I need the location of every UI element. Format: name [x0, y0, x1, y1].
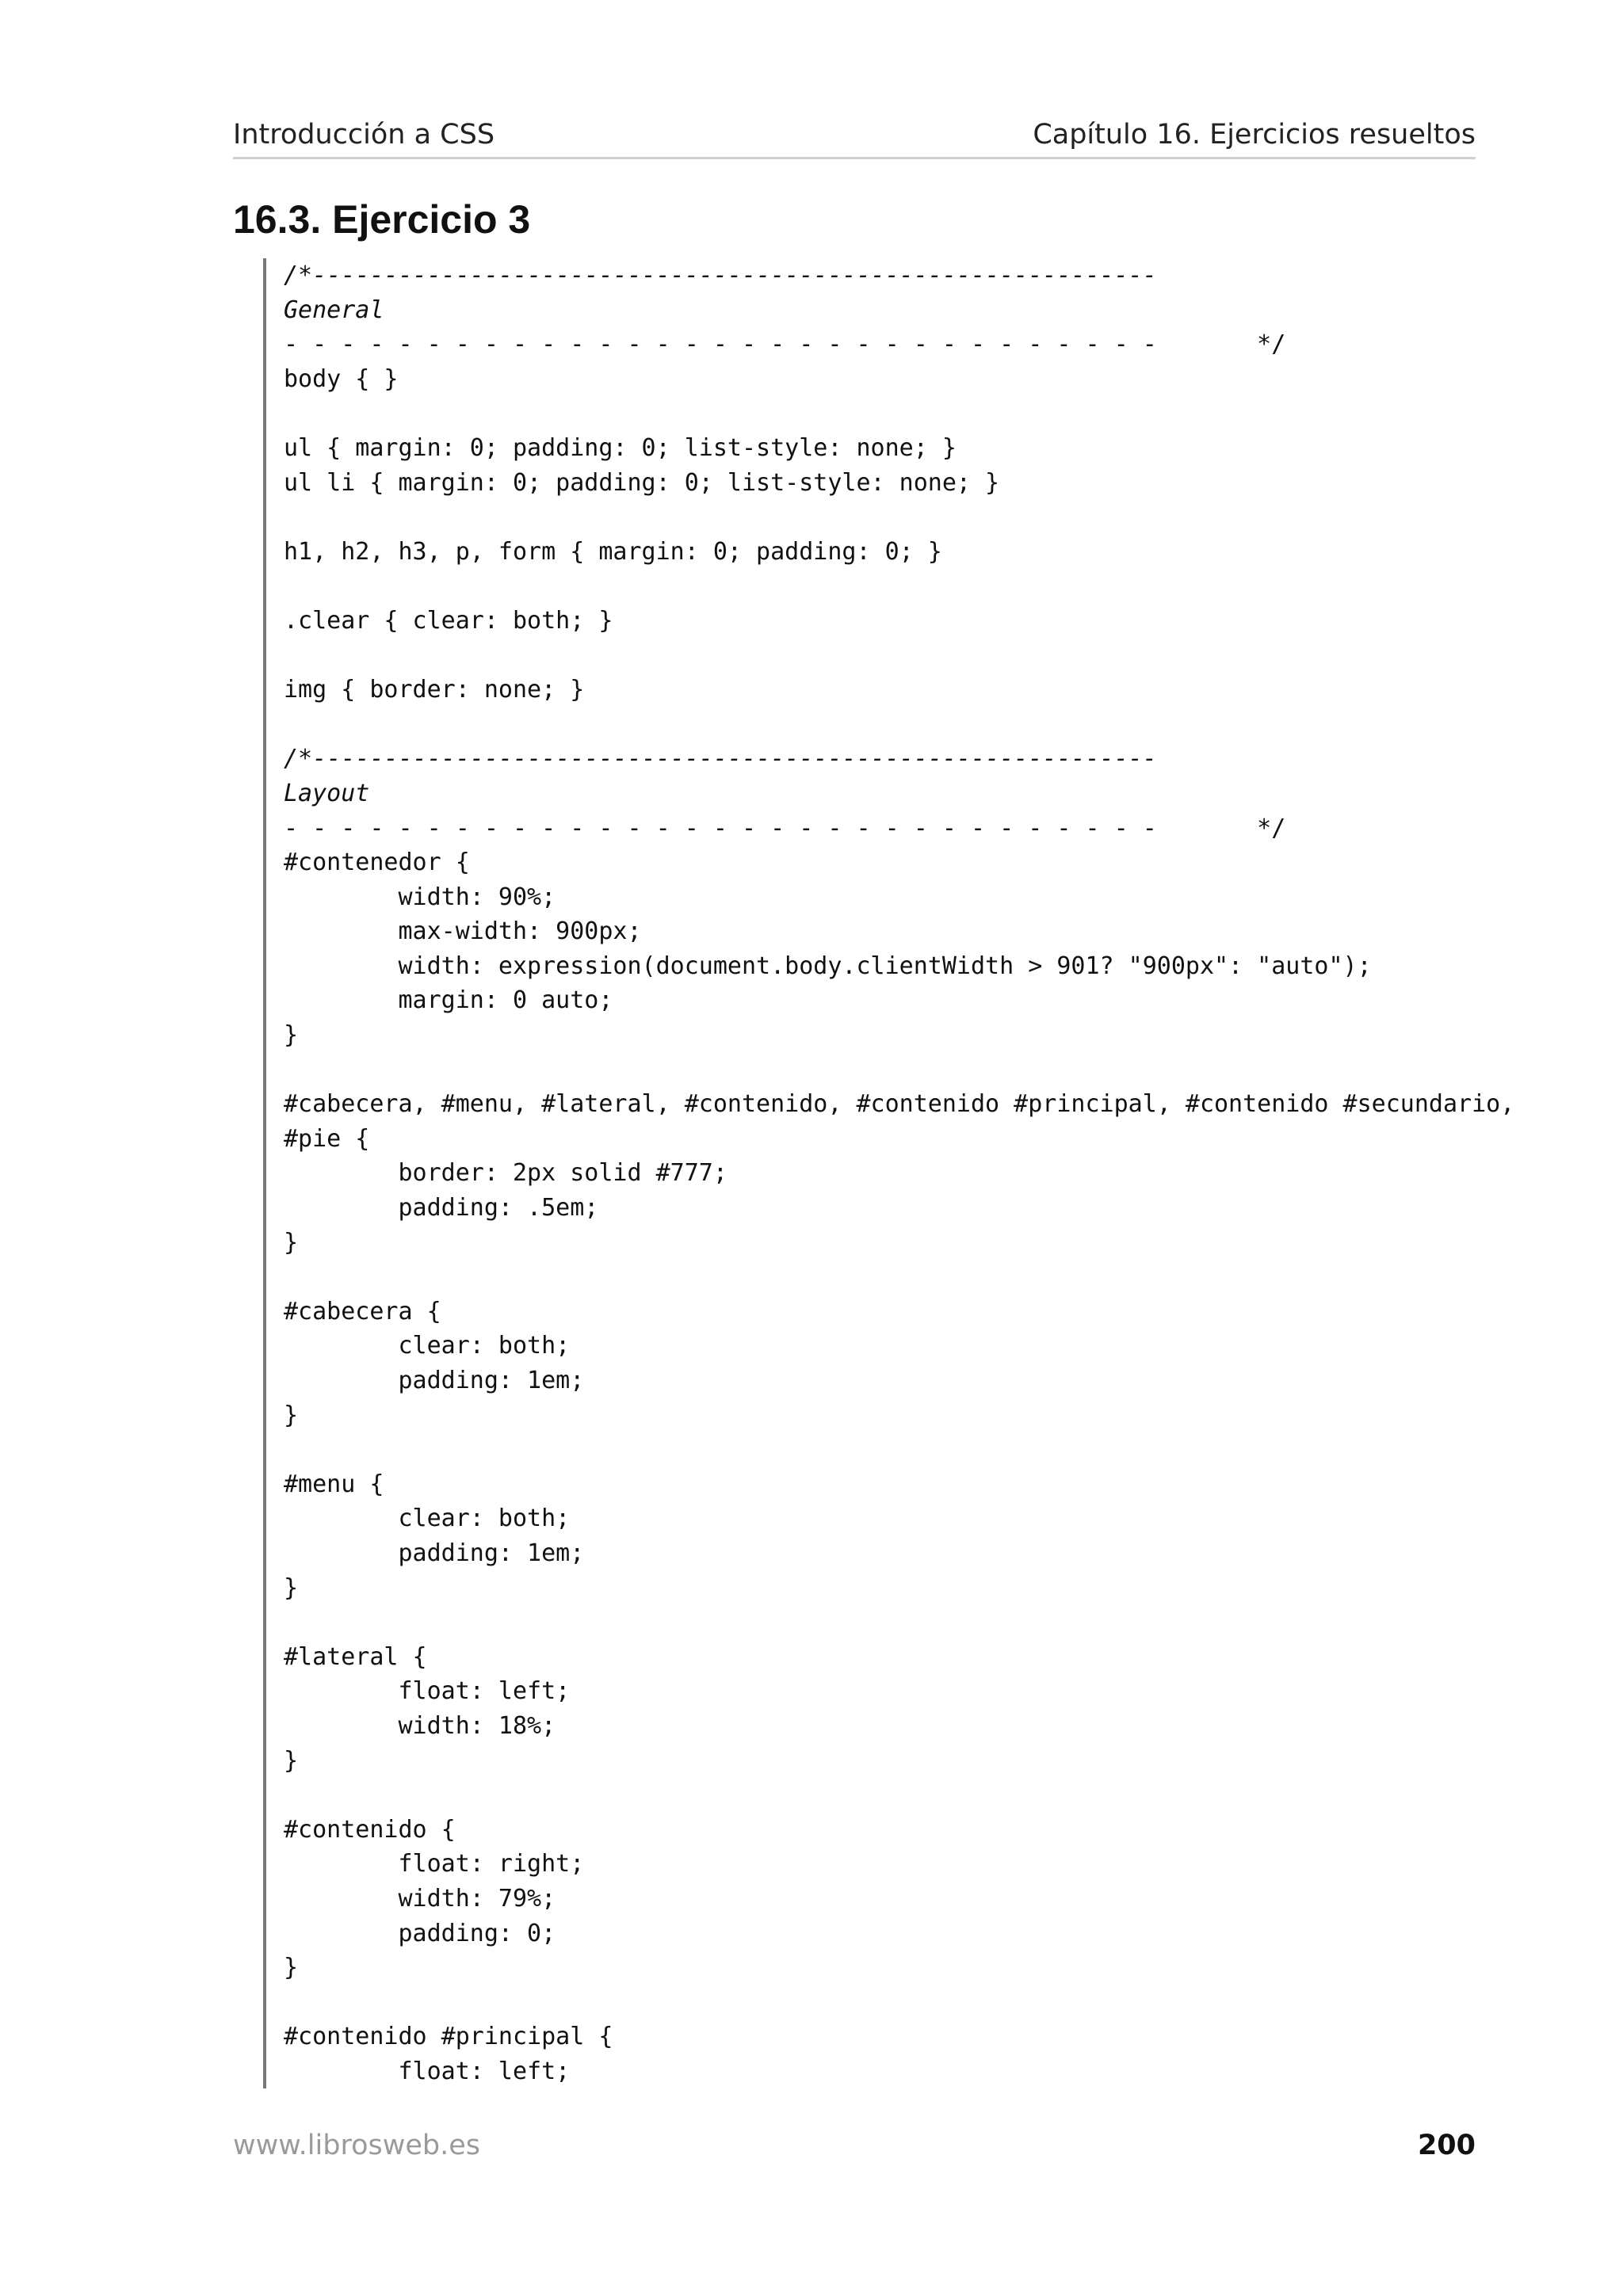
code-line: float: left; [284, 2057, 571, 2085]
header-book-title: Introducción a CSS [233, 119, 495, 151]
code-line [284, 396, 1514, 431]
code-line: - - - - - - - - - - - - - - - - - - - - - - - - - - - - - - - */ [284, 330, 1286, 359]
code-line: } [284, 1746, 299, 1775]
code-line: ul li { margin: 0; padding: 0; list-style: none; } [284, 468, 1000, 497]
code-line: #contenido { [284, 1815, 456, 1844]
code-line: } [284, 1228, 299, 1257]
code-line: float: right; [284, 1850, 585, 1878]
code-line: img { border: none; } [284, 676, 585, 704]
code-line: - - - - - - - - - - - - - - - - - - - - - - - - - - - - - - - */ [284, 814, 1286, 842]
code-line [284, 1432, 1514, 1467]
code-line [284, 639, 1514, 673]
header-chapter-title: Capítulo 16. Ejercicios resueltos [1033, 119, 1476, 151]
code-line: width: 90%; [284, 883, 556, 911]
code-line: width: 79%; [284, 1884, 556, 1913]
code-line: #menu { [284, 1470, 384, 1498]
code-line: #pie { [284, 1124, 370, 1153]
code-line: clear: both; [284, 1505, 571, 1533]
code-line: padding: 1em; [284, 1367, 585, 1394]
code-line: General [284, 296, 384, 324]
code-line: } [284, 1573, 299, 1602]
footer-site-url: www.librosweb.es [233, 2130, 480, 2161]
code-line: Layout [284, 779, 370, 807]
code-block [263, 258, 1515, 2088]
code-line: float: left; [284, 1677, 571, 1706]
code-line: margin: 0 auto; [284, 986, 613, 1015]
code-line [284, 1260, 1514, 1295]
code-line [284, 500, 1514, 535]
code-line: #contenedor { [284, 849, 470, 877]
code-line [284, 707, 1514, 742]
code-line: #lateral { [284, 1642, 427, 1671]
code-line: body { } [284, 364, 399, 393]
code-line: width: 18%; [284, 1711, 556, 1740]
code-line: } [284, 1021, 299, 1050]
page-number: 200 [1417, 2130, 1476, 2161]
code-line: #cabecera { [284, 1297, 441, 1325]
code-line [284, 1778, 1514, 1813]
section-title: 16.3. Ejercicio 3 [233, 197, 531, 242]
code-line: max-width: 900px; [284, 917, 642, 946]
code-line: h1, h2, h3, p, form { margin: 0; padding: 0; } [284, 537, 942, 566]
code-line: border: 2px solid #777; [284, 1159, 727, 1188]
code-line: padding: .5em; [284, 1194, 599, 1222]
code-line [284, 1985, 1514, 2020]
page-footer [233, 2130, 1476, 2169]
code-line: #cabecera, #menu, #lateral, #contenido, #contenido #principal, #contenido #secundario, [284, 1090, 1515, 1119]
code-line: padding: 1em; [284, 1539, 585, 1567]
code-line: } [284, 1954, 299, 1982]
code-line [284, 1053, 1514, 1088]
code-line: } [284, 1401, 299, 1429]
code-line: clear: both; [284, 1332, 571, 1360]
code-line [284, 569, 1514, 604]
code-listing [284, 258, 1514, 2088]
code-line [284, 1605, 1514, 1640]
page-header [233, 117, 1476, 159]
code-line: /*----------------------------------------------------------- [284, 261, 1157, 289]
code-line: .clear { clear: both; } [284, 606, 613, 635]
code-line: #contenido #principal { [284, 2023, 613, 2051]
code-line: width: expression(document.body.clientWidth > 901? "900px": "auto"); [284, 952, 1372, 980]
code-line: padding: 0; [284, 1919, 556, 1947]
code-line: ul { margin: 0; padding: 0; list-style: none; } [284, 433, 957, 462]
code-line: /*----------------------------------------------------------- [284, 745, 1157, 773]
